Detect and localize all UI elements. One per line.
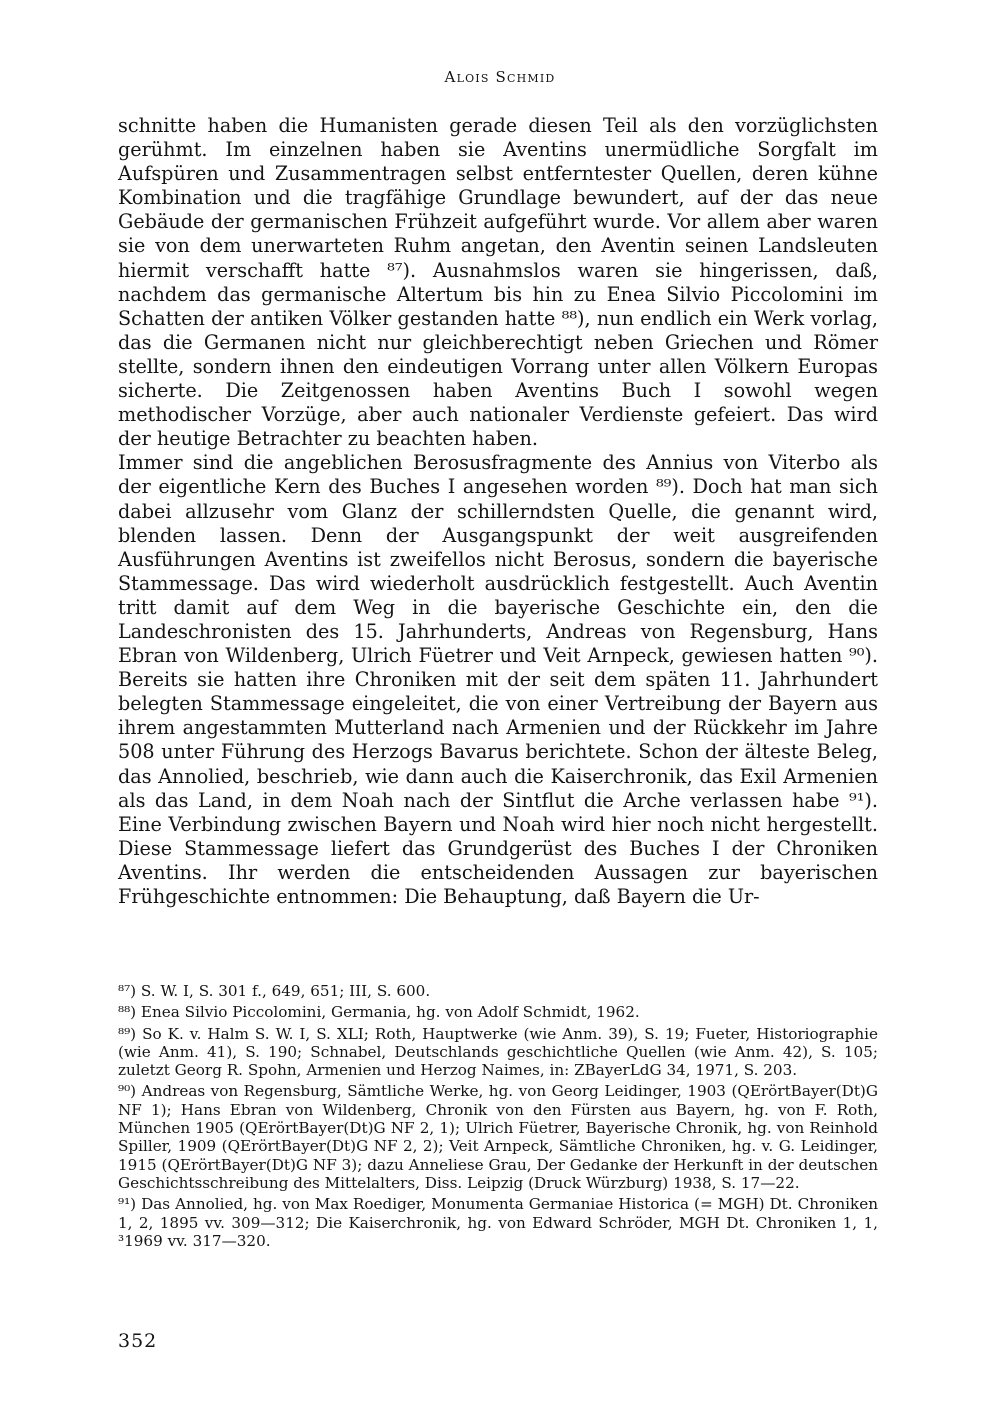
body-text xyxy=(118,114,878,909)
page-number: 352 xyxy=(118,1330,158,1352)
running-head: Alois Schmid xyxy=(444,68,556,86)
footnotes xyxy=(118,982,878,1253)
footnote-87: ⁸⁷) S. W. I, S. 301 f., 649, 651; III, S. 600. xyxy=(118,982,431,1000)
footnote-90: ⁹⁰) Andreas von Regensburg, Sämtliche Werke, hg. von Georg Leidinger, 1903 (QErörtBayer(Dt)G NF 1); Hans Ebran von Wildenberg, Chronik von den Fürsten aus Bayern, hg. von F. Roth, München 1905 (QErörtBayer(Dt)G NF 2, 1); Ulrich Füetrer, Bayerische Chronik, hg. von Reinhold Spiller, 1909 (QErörtBayer(Dt)G NF 2, 2); Veit Arnpeck, Sämtliche Chroniken, hg. v. G. Leidinger, 1915 (QErörtBayer(Dt)G NF 3); dazu Anneliese Grau, Der Gedanke der Herkunft in der deutschen Geschichtsschreibung des Mittelalters, Diss. Leipzig (Druck Würzburg) 1938, S. 17—22. xyxy=(118,1082,878,1192)
paragraph-2: Immer sind die angeblichen Berosusfragmente des Annius von Viterbo als der eigentliche Kern des Buches I angesehen worden ⁸⁹). Doch hat man sich dabei allzusehr vom Glanz der schillerndsten Quelle, die genannt wird, blenden lassen. Denn der Ausgangspunkt der weit ausgreifenden Ausführungen Aventins ist zweifellos nicht Berosus, sondern die bayerische Stammessage. Das wird wiederholt ausdrücklich festgestellt. Auch Aventin tritt damit auf dem Weg in die bayerische Geschichte ein, den die Landeschronisten des 15. Jahrhunderts, Andreas von Regensburg, Hans Ebran von Wildenberg, Ulrich Füetrer und Veit Arnpeck, gewiesen hatten ⁹⁰). Bereits sie hatten ihre Chroniken mit der seit dem späten 11. Jahrhundert belegten Stammessage eingeleitet, die von einer Vertreibung der Bayern aus ihrem angestammten Mutterland nach Armenien und der Rückkehr im Jahre 508 unter Führung des Herzogs Bavarus berichtete. Schon der älteste Beleg, das Annolied, beschrieb, wie dann auch die Kaiserchronik, das Exil Armenien als das Land, in dem Noah nach der Sintflut die Arche verlassen habe ⁹¹). Eine Verbindung zwischen Bayern und Noah wird hier noch nicht hergestellt. Diese Stammessage liefert das Grundgerüst des Buches I der Chroniken Aventins. Ihr werden die entscheidenden Aussagen zur bayerischen Frühgeschichte entnommen: Die Behauptung, daß Bayern die Ur- xyxy=(118,451,878,908)
paragraph-1: schnitte haben die Humanisten gerade diesen Teil als den vorzüglichsten gerühmt. Im einzelnen haben sie Aventins unermüdliche Sorgfalt im Aufspüren und Zusammentragen selbst entferntester Quellen, deren kühne Kombination und die tragfähige Grundlage bewundert, auf der das neue Gebäude der germanischen Frühzeit aufgeführt wurde. Vor allem aber waren sie von dem unerwarteten Ruhm angetan, den Aventin seinen Landsleuten hiermit verschafft hatte ⁸⁷). Ausnahmslos waren sie hingerissen, daß, nachdem das germanische Altertum bis hin zu Enea Silvio Piccolomini im Schatten der antiken Völker gestanden hatte ⁸⁸), nun endlich ein Werk vorlag, das die Germanen nicht nur gleichberechtigt neben Griechen und Römer stellte, sondern ihnen den eindeutigen Vorrang unter allen Völkern Europas sicherte. Die Zeitgenossen haben Aventins Buch I sowohl wegen methodischer Vorzüge, aber auch nationaler Verdienste gefeiert. Das wird der heutige Betrachter zu beachten haben. xyxy=(118,114,878,451)
footnote-89: ⁸⁹) So K. v. Halm S. W. I, S. XLI; Roth, Hauptwerke (wie Anm. 39), S. 19; Fueter, Historiographie (wie Anm. 41), S. 190; Schnabel, Deutschlands geschichtliche Quellen (wie Anm. 42), S. 105; zuletzt Georg R. Spohn, Armenien und Herzog Naimes, in: ZBayerLdG 34, 1971, S. 203. xyxy=(118,1024,878,1080)
footnote-91: ⁹¹) Das Annolied, hg. von Max Roediger, Monumenta Germaniae Historica (= MGH) Dt. Chroniken 1, 2, 1895 vv. 309—312; Die Kaiserchronik, hg. von Edward Schröder, MGH Dt. Chroniken 1, 1, ³1969 vv. 317—320. xyxy=(118,1195,878,1250)
footnote-88: ⁸⁸) Enea Silvio Piccolomini, Germania, hg. von Adolf Schmidt, 1962. xyxy=(118,1003,640,1022)
